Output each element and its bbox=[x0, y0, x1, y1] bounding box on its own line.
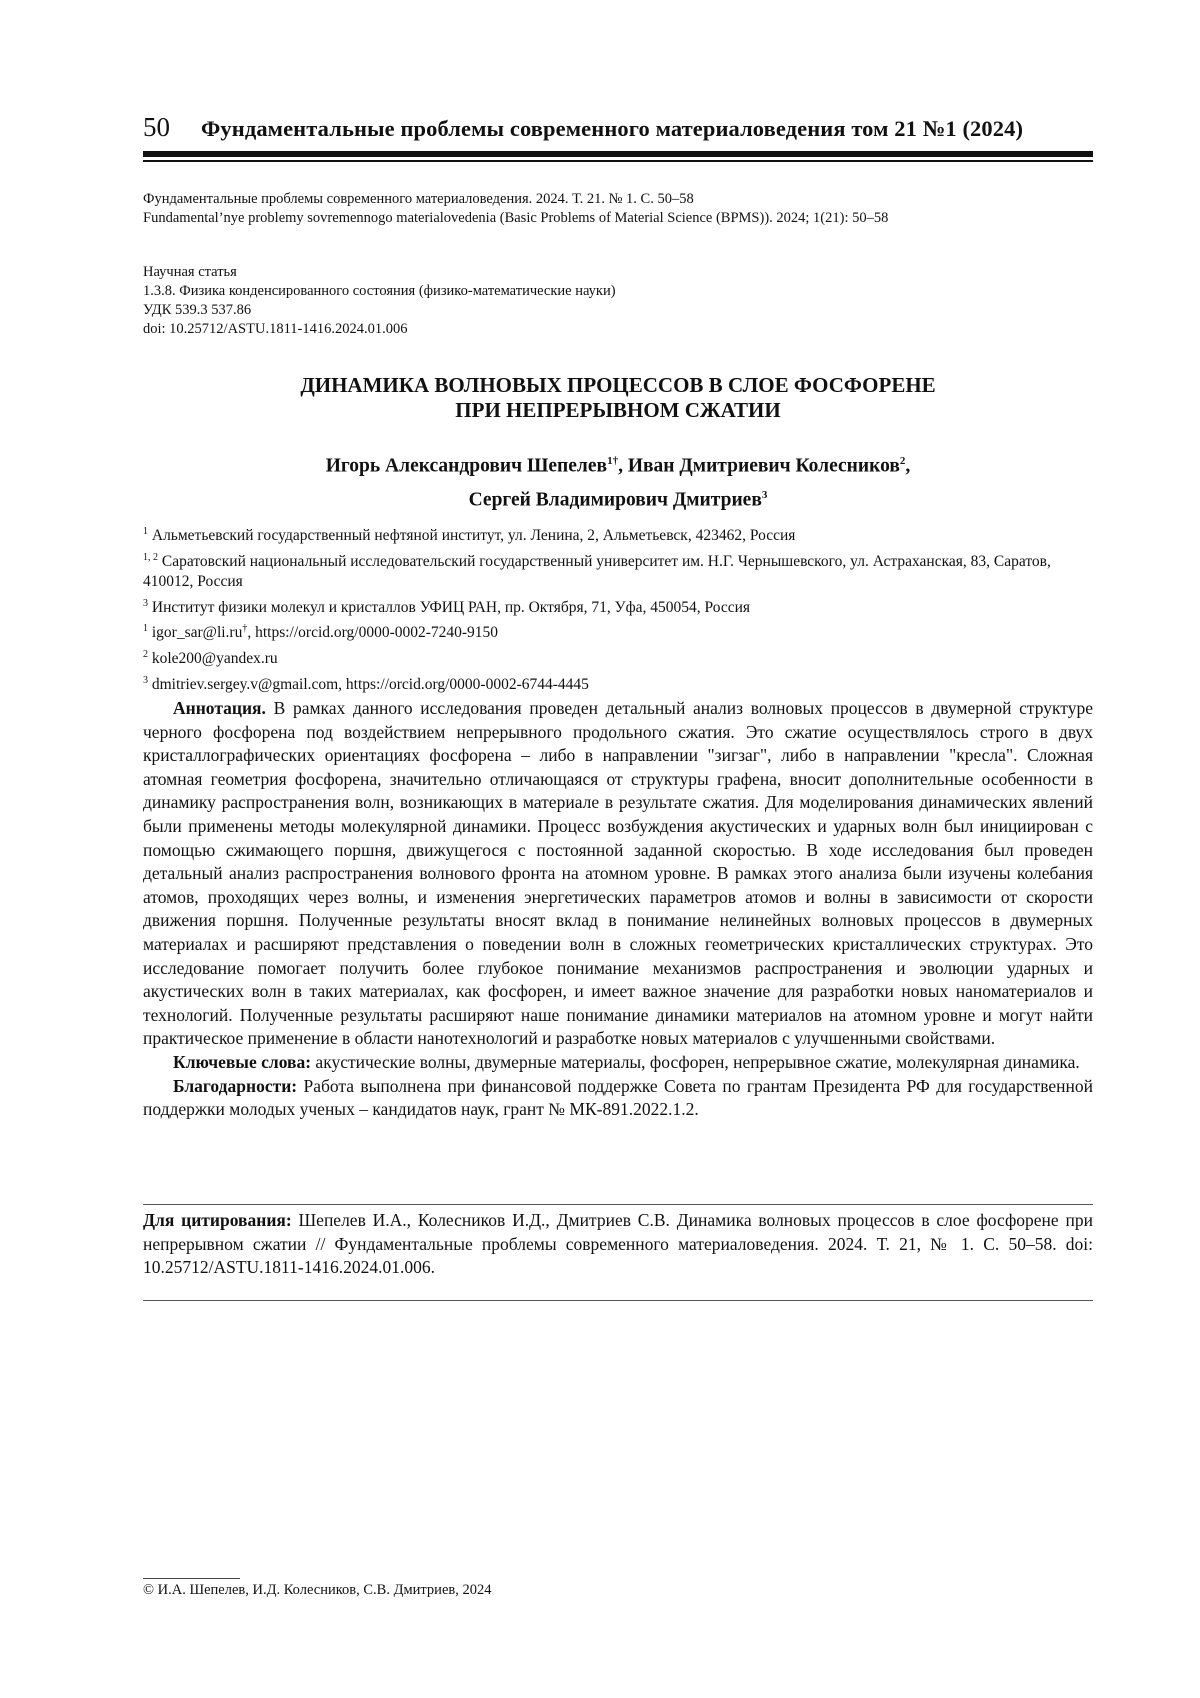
contact bbox=[143, 619, 1093, 644]
author-list: Игорь Александрович Шепелев$^{1\dagger}$, Иван Дмитриевич Колесников$^2$, Сергей Владимирович Дмитриев$^3$ bbox=[325, 455, 911, 510]
contact bbox=[143, 645, 1093, 670]
contact-email[interactable]: igor_sar@li.ru bbox=[151, 624, 243, 642]
affiliation-sup: 1 bbox=[143, 526, 148, 537]
contact-sup: 2 bbox=[143, 649, 148, 661]
keywords-text: акустические волны, двумерные материалы, фосфорен, непрерывное сжатие, молекулярная динамика. bbox=[311, 1051, 1080, 1072]
affiliation-text: Институт физики молекул и кристаллов УФИЦ РАН, пр. Октября, 71, Уфа, 450054, Россия bbox=[151, 598, 751, 616]
header-rule-thin bbox=[143, 160, 1093, 162]
author-sup: 2 bbox=[899, 455, 906, 467]
abstract-label: Аннотация. bbox=[173, 698, 266, 718]
journal-title: Фундаментальные проблемы современного материаловедения том 21 №1 (2024) bbox=[201, 116, 1024, 141]
article-meta bbox=[143, 263, 616, 339]
contact-dagger: † bbox=[242, 623, 248, 635]
author-name: Иван Дмитриевич Колесников bbox=[627, 455, 900, 477]
acknowledgements-text: Работа выполнена при финансовой поддержке Совета по грантам Президента РФ для государственной поддержки молодых ученых – кандидатов наук, грант № МК-891.2022.1.2. bbox=[143, 1075, 1093, 1120]
how-to-cite-label: Для цитирования: bbox=[143, 1210, 292, 1230]
udc: УДК 539.3 537.86 bbox=[143, 302, 252, 318]
specialty: 1.3.8. Физика конденсированного состояния (физико-математические науки) bbox=[143, 283, 616, 299]
keywords bbox=[143, 1051, 1093, 1075]
page-number: 50 bbox=[143, 112, 170, 142]
abstract-text: В рамках данного исследования проведен детальный анализ волновых процессов в двумерной структуре черного фосфорена под воздействием непрерывного продольного сжатия. Это сжатие осуществлялось строго в двух кристаллографических ориентациях фосфорена – либо в направлении "зигзаг", либо в направлении "кресла". Сложная атомная геометрия фосфорена, значительно отличающаяся от структуры графена, вносит дополнительные особенности в динамику распространения волн, возникающих в материале в результате сжатия. Для моделирования динамических явлений были применены методы молекулярной динамики. Процесс возбуждения акустических и ударных волн был инициирован с помощью сжимающего поршня, движущегося с постоянной заданной скоростью. В ходе исследования был проведен детальный анализ распространения волнового фронта на атомном уровне. В рамках этого анализа были изучены колебания атомов, проходящих через волны, и изменения энергетических параметров атомов и волны в зависимости от скорости движения поршня. Полученные результаты вносят вклад в понимание нелинейных волновых процессов в двумерных материалах и расширяют представления о поведении волн в сложных геометрических кристаллических структурах. Это исследование помогает получить более глубокое понимание механизмов распространения и эволюции ударных и акустических волн в таких материалах, как фосфорен, и имеет важное значение для разработки новых наноматериалов и технологий. Полученные результаты расширяют наше понимание динамики материалов на атомном уровне и могут найти практическое применение в области нанотехнологий и разработке новых материалов с улучшенными свойствами. bbox=[143, 698, 1093, 1049]
affiliation bbox=[143, 548, 1093, 593]
contact bbox=[143, 671, 1093, 696]
author-sup: 3 bbox=[761, 488, 768, 501]
footnote-rule bbox=[143, 1578, 240, 1579]
affiliation-sup: 3 bbox=[143, 597, 148, 609]
author-name: Игорь Александрович Шепелев bbox=[325, 455, 608, 477]
affiliation bbox=[143, 522, 1093, 547]
copyright: © И.А. Шепелев, И.Д. Колесников, С.В. Дмитриев, 2024 bbox=[143, 1582, 492, 1598]
how-to-cite bbox=[143, 1209, 1093, 1280]
title-line-1: ДИНАМИКА ВОЛНОВЫХ ПРОЦЕССОВ В СЛОЕ ФОСФОРЕНЕ bbox=[300, 373, 936, 397]
affiliation-sup: 1, 2 bbox=[143, 551, 158, 563]
divider bbox=[143, 1300, 1093, 1301]
acknowledgements bbox=[143, 1075, 1093, 1122]
affiliation bbox=[143, 594, 1093, 619]
citation-line-en: Fundamental’nye problemy sovremennogo materialovedenia (Basic Problems of Material Science (BPMS)). 2024; 1(21): 50–58 bbox=[143, 210, 889, 226]
running-header bbox=[143, 112, 1093, 143]
keywords-label: Ключевые слова: bbox=[173, 1051, 312, 1072]
doi[interactable]: doi: 10.25712/ASTU.1811-1416.2024.01.006 bbox=[143, 321, 408, 337]
citation-line-ru: Фундаментальные проблемы современного материаловедения. 2024. Т. 21. № 1. С. 50–58 bbox=[143, 191, 694, 207]
abstract bbox=[143, 697, 1093, 1051]
contact-orcid[interactable]: , https://orcid.org/0000-0002-7240-9150 bbox=[247, 624, 499, 642]
title-line-2: ПРИ НЕПРЕРЫВНОМ СЖАТИИ bbox=[455, 398, 781, 422]
article-type: Научная статья bbox=[143, 264, 237, 280]
journal-citation bbox=[143, 190, 888, 228]
header-rule-thick bbox=[143, 151, 1093, 157]
abstract-section bbox=[143, 697, 1093, 1122]
acknowledgements-label: Благодарности: bbox=[173, 1075, 298, 1096]
author-name: Сергей Владимирович Дмитриев bbox=[468, 489, 762, 510]
affiliations bbox=[143, 522, 1093, 696]
contact-email[interactable]: dmitriev.sergey.v@gmail.com, https://orcid.org/0000-0002-6744-4445 bbox=[151, 675, 589, 693]
affiliation-text: Саратовский национальный исследовательский государственный университет им. Н.Г. Чернышевского, ул. Астраханская, 83, Саратов, 410012, Россия bbox=[143, 552, 1051, 591]
contact-sup: 1 bbox=[143, 623, 148, 635]
contact-sup: 3 bbox=[143, 674, 148, 686]
how-to-cite-text: Шепелев И.А., Колесников И.Д., Дмитриев С.В. Динамика волновых процессов в слое фосфорене при непрерывном сжатии // Фундаментальные проблемы современного материаловедения. 2024. Т. 21, № 1. С. 50–58. doi: 10.25712/ASTU.1811-1416.2024.01.006. bbox=[143, 1210, 1093, 1278]
divider bbox=[143, 1204, 1093, 1205]
author-sup: 1† bbox=[607, 455, 619, 467]
contact-email[interactable]: kole200@yandex.ru bbox=[151, 650, 278, 668]
article-title bbox=[143, 373, 1093, 423]
affiliation-text: Альметьевский государственный нефтяной институт, ул. Ленина, 2, Альметьевск, 423462, Россия bbox=[151, 527, 796, 545]
